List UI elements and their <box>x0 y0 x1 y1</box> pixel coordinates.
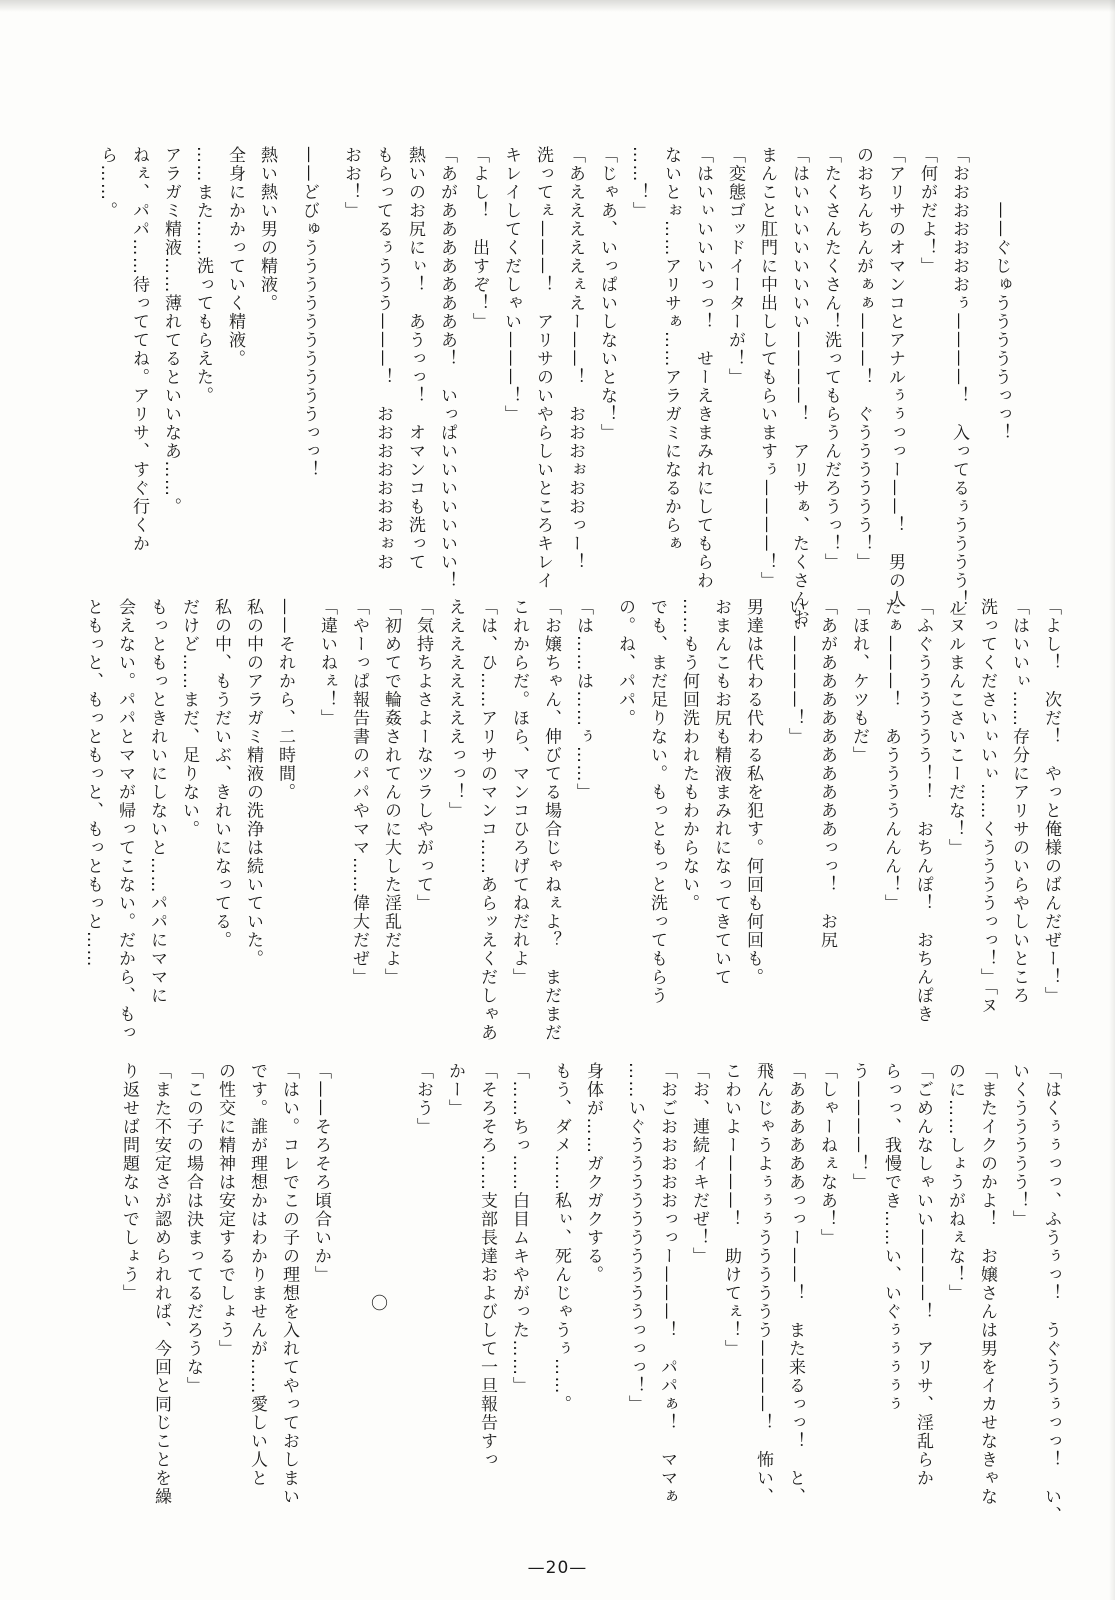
text-column: 洗ってくださいぃいぃ……くううううっっ！」「ヌ <box>977 598 997 1015</box>
text-column: ……！」 <box>629 146 649 220</box>
text-column: 熱いのお尻にぃ！ あうっっ！ オマンコも洗って <box>405 146 425 572</box>
text-column: ——ぐじゅうううううっっ！ <box>991 146 1011 442</box>
text-band-bottom <box>113 1062 1067 1544</box>
text-column: 「お嬢ちゃん、伸びてる場合じゃねぇよ？ まだまだ <box>541 598 561 1042</box>
text-column: 「ああああああっっー——！ また来るっっ！ と、 <box>785 1062 805 1506</box>
text-column: 「アリサのオマンコとアナルぅぅっっー——！ 男の人 <box>885 146 905 609</box>
text-column: う————！」 <box>849 1062 869 1192</box>
text-column: まんこと肛門に中出ししてもらいますぅ————！」 <box>757 146 777 590</box>
text-column: ねぇ、パパ……待っててね。アリサ、すぐ行くか <box>129 146 149 553</box>
text-column: 「——そろそろ頃合いか」 <box>311 1062 331 1284</box>
text-column: ……もう何回洗われたもわからない。 <box>679 598 699 913</box>
text-column: 「しゃーねぇなあ！」 <box>817 1062 837 1247</box>
text-column: 「やーっぱ報告書のパパやママ……偉大だぜ」 <box>349 598 369 987</box>
text-column: の性交に精神は安定するでしょう」 <box>215 1062 235 1358</box>
text-column: 「たくさんたくさん！洗ってもらうんだろうっ！」 <box>821 146 841 572</box>
text-column: 「……ちっ……白目ムキやがった……」 <box>509 1062 529 1395</box>
text-column: 洗ってぇ———！ アリサのいやらしいところキレイ <box>533 146 553 590</box>
text-column: 「変態ゴッドイーターが！」 <box>725 146 745 387</box>
text-column: 飛んじゃうよぅぅぅうううううう————！ 怖い、 <box>753 1062 773 1506</box>
text-column: の。ね、パパ。 <box>615 598 635 728</box>
text-column: 「おごおおおおおっっー———！ パパぁ！ ママぁ <box>657 1062 677 1506</box>
text-column: 「また不安定さが認められれば、今回と同じことを繰 <box>151 1062 171 1506</box>
text-column: 「この子の場合は決まってるだろうな」 <box>183 1062 203 1395</box>
text-column: 「そろそろ……支部長達およびして一旦報告すっ <box>477 1062 497 1469</box>
text-column: 熱い熱い男の精液。 <box>257 146 277 313</box>
text-column: 私の中のアラガミ精液の洗浄は続いていた。 <box>243 598 263 968</box>
text-column: 「はいいいいいいいい————！ アリサぁ、たくさんお <box>789 146 809 627</box>
text-column: です。誰が理想かはわかりませんが……愛しい人と <box>247 1062 267 1488</box>
text-column: ら……。 <box>97 146 117 220</box>
text-band-middle <box>77 598 1067 1056</box>
text-column: 「はいぃいいいっっ！ せーえきまみれにしてもらわ <box>693 146 713 590</box>
text-column: おまんこもお尻も精液まみれになってきていて <box>711 598 731 987</box>
text-column: り返せば問題ないでしょう」 <box>119 1062 139 1303</box>
text-column: 「は、ひ……アリサのマンコ……あらッえくだしゃあ <box>477 598 497 1042</box>
text-band-top <box>91 146 1017 627</box>
text-column: ——どびゅううううううううううっっ！ <box>299 146 319 479</box>
text-column: いくううううう！」 <box>1009 1062 1029 1229</box>
text-group <box>91 146 283 604</box>
text-column: 「はい。コレでこの子の理想を入れてやっておしまい <box>279 1062 299 1506</box>
text-column: 「またイクのかよ！ お嬢さんは男をイカせなきゃな <box>977 1062 997 1506</box>
text-column: ……いぐううううううううううっっっ！」 <box>625 1062 645 1414</box>
text-group <box>779 598 1067 1056</box>
text-column: のおちんちんがぁぁ———！ ぐうううううう！」 <box>853 146 873 572</box>
text-column: 「はいいぃ……存分にアリサのいらやしいところ <box>1009 598 1029 1005</box>
text-column: アラガミ精液……薄れてるといいなあ……。 <box>161 146 181 516</box>
text-column: 身体が……ガクガクする。 <box>583 1062 603 1284</box>
text-column: のに……しょうがねぇな！」 <box>945 1062 965 1303</box>
text-column: 全身にかかっていく精液。 <box>225 146 245 368</box>
page-number: —20— <box>527 1558 588 1578</box>
text-column: こわいよー———！ 助けてぇ！」 <box>721 1062 741 1358</box>
text-column: ルヌルまんこさいこーだな！」 <box>945 598 965 857</box>
text-column: もらってるぅううう———！ おおおおおおおぉお <box>373 146 393 572</box>
text-group <box>311 598 599 1056</box>
text-column: 「よし！ 次だ！ やっと俺様のばんだぜー！」 <box>1041 598 1061 1005</box>
text-column: 「何がだよ！」 <box>917 146 937 276</box>
text-column: 「おう」 <box>413 1062 433 1136</box>
text-group <box>77 598 301 1056</box>
text-column: 「初めてで輪姦されてんのに大した淫乱だよ」 <box>381 598 401 987</box>
text-group <box>619 1062 1067 1544</box>
text-column: おお！」 <box>341 146 361 220</box>
text-column: 「ほれ、ケツもだ」 <box>849 598 869 765</box>
text-column: ともっと、もっともっと、もっともっと…… <box>83 598 103 968</box>
text-column: 男達は代わる代わる私を犯す。何回も何回も。 <box>743 598 763 987</box>
text-group <box>113 1062 337 1544</box>
text-column: ええええええええっっ！」 <box>445 598 465 820</box>
scene-break-group <box>361 1062 393 1544</box>
text-column: かー」 <box>445 1062 465 1118</box>
text-column: 「あがああああああああ！ いっぱいいいいいいい！ <box>437 146 457 590</box>
text-column: でも、まだ足りない。もっともっと洗ってもらう <box>647 598 667 1005</box>
text-column: 「は……は……ぅ……」 <box>573 598 593 802</box>
text-column: 「あえええええぇえー——！ おおおぉおおっー！ <box>565 146 585 572</box>
text-group <box>407 1062 535 1544</box>
text-column: これからだ。ほら、マンコひろげてねだれよ」 <box>509 598 529 987</box>
text-column: 「はくぅぅっっ、ふうぅっ！ うぐううぅっっ！ い、 <box>1041 1062 1061 1525</box>
text-column: 会えない。パパとママが帰ってこない。だから、もっ <box>115 598 135 1042</box>
text-column: 「気持ちよさよーなツラしやがって」 <box>413 598 433 913</box>
text-column: キレイしてくだしゃい———！」 <box>501 146 521 424</box>
text-column: 「違いねぇ！」 <box>317 598 337 728</box>
text-column: 「おおおおおおおぅ————！ 入ってるぅうううう！」 <box>949 146 969 627</box>
text-column: らっっ、我慢でき……い、いぐぅぅぅぅぅ <box>881 1062 901 1414</box>
text-column: 「じゃあ、いっぱいしないとな！」 <box>597 146 617 442</box>
text-column: ——それから、二時間。 <box>275 598 295 802</box>
text-column: 「ふぐうううううう！！ おちんぽ！ おちんぽき <box>913 598 933 1024</box>
text-column: 「よし！ 出すぞ！」 <box>469 146 489 331</box>
text-group <box>293 146 325 604</box>
text-column: 「お、連続イキだぜ！」 <box>689 1062 709 1266</box>
text-group <box>545 1062 609 1544</box>
scan-edge-shading-right <box>1109 0 1115 1600</box>
text-group <box>609 598 769 1056</box>
text-column: 「あがああああああああああっっ！ お尻 <box>817 598 837 950</box>
text-column: 「ごめんなしゃいい————！ アリサ、淫乱らか <box>913 1062 933 1488</box>
text-column: もう、ダメ……私ぃ、死んじゃうぅ……。 <box>551 1062 571 1414</box>
scan-edge-shading-top <box>0 0 1115 12</box>
text-column: ……また……洗ってもらえた。 <box>193 146 213 405</box>
scene-break-circle: 〇 <box>367 1293 387 1313</box>
text-group <box>335 146 975 627</box>
text-column: たぁ———！ あううううんんん！」 <box>881 598 901 913</box>
text-column: 私の中、もうだいぶ、きれいになってる。 <box>211 598 231 950</box>
text-column: もっともっときれいにしないと……パパにママに <box>147 598 167 1005</box>
text-column: だけど……まだ、足りない。 <box>179 598 199 839</box>
text-column: ないとぉ……アリサぁ……アラガミになるからぁ <box>661 146 681 553</box>
text-column: いぃ————！」 <box>785 598 805 746</box>
text-group <box>985 146 1017 604</box>
